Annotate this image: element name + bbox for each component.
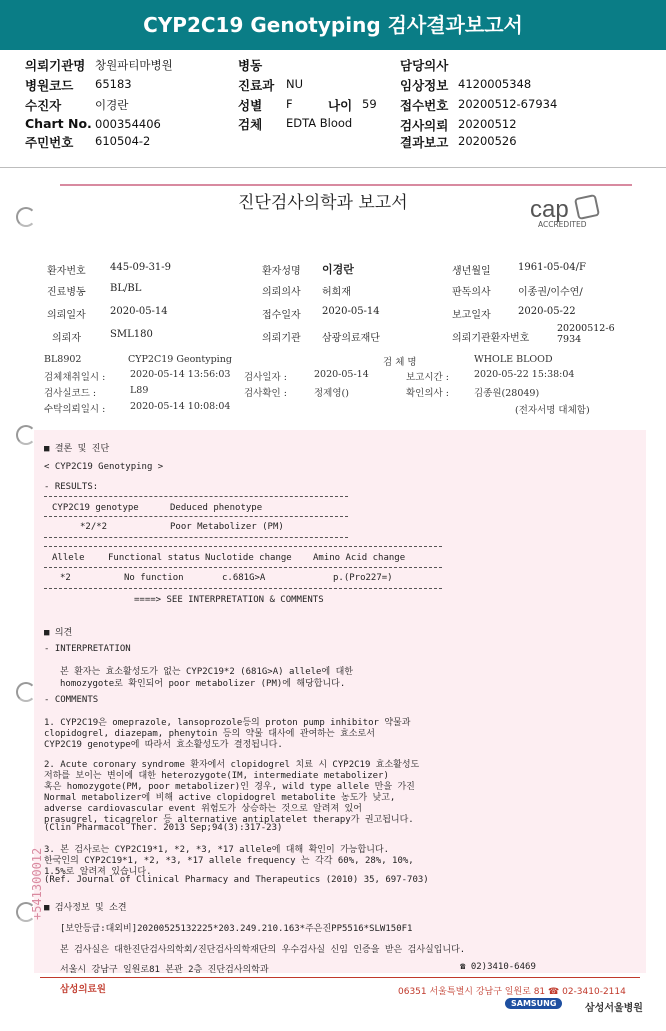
resident-no-value: 610504-2 <box>95 134 151 148</box>
result-section-title: ■ 결론 및 진단 <box>44 444 110 454</box>
confirm-value: 정제영() <box>314 388 349 399</box>
field-label: 진료병동 <box>47 287 86 298</box>
interpretation-line: 본 환자는 효소활성도가 없는 CYP2C19*2 (681G>A) allele에 대한 <box>60 667 353 677</box>
field-label: 의뢰자 <box>52 333 81 344</box>
footer-address: 06351 서울특별시 강남구 일원로 81 ☎ 02-3410-2114 <box>398 987 626 997</box>
lab-code-label: 검사실코드 : <box>44 388 97 399</box>
checkmark-icon <box>574 194 600 220</box>
field-value: 2020-05-14 <box>110 306 168 317</box>
field-value: 삼광의료재단 <box>322 333 380 344</box>
field-label: 생년월일 <box>452 266 491 277</box>
opinion-section-title: ■ 의견 <box>44 628 73 638</box>
table-header: Allele <box>52 553 85 563</box>
exam-info-section-title: ■ 검사정보 및 소견 <box>44 903 127 913</box>
phenotype-value: Poor Metabolizer (PM) <box>170 522 284 532</box>
field-value: SML180 <box>110 329 153 340</box>
genotyping-title: < CYP2C19 Genotyping > <box>44 462 164 472</box>
field-value: 445-09-31-9 <box>110 262 172 273</box>
comment-line: clopidogrel, diazepam, phenytoin 등의 약물 대사에 관여하는 효소로서 <box>44 729 375 739</box>
comment-line: 1.5%로 알려져 있습니다. <box>44 867 152 877</box>
sex-value: F <box>286 97 293 111</box>
hospital-code-label: 병원코드 <box>25 78 74 93</box>
nucleotide-value: c.681G>A <box>222 573 266 583</box>
department-label: 진료과 <box>238 78 275 93</box>
resident-no-label: 주민번호 <box>25 135 74 150</box>
comment-line: 2. Acute coronary syndrome 환자에서 clopidogrel 치료 시 CYP2C19 효소활성도 <box>44 760 420 770</box>
e-sign-note: (전자서명 대체함) <box>515 405 590 416</box>
functional-value: No function <box>124 573 184 583</box>
cap-logo <box>530 196 598 229</box>
clinical-info-value: 4120005348 <box>458 77 532 91</box>
comments-label: - COMMENTS <box>44 695 99 705</box>
confirm-label: 검사확인 : <box>244 388 287 399</box>
doctor-label: 담당의사 <box>400 58 449 73</box>
field-label: 의뢰일자 <box>47 310 86 321</box>
recv-time-value: 2020-05-14 10:08:04 <box>130 401 231 412</box>
report-top-rule <box>60 184 632 186</box>
confirm-doc-label: 확인의사 : <box>406 388 449 399</box>
report-title: 진단검사의학과 보고서 <box>238 193 408 213</box>
field-label: 의뢰기관환자번호 <box>452 333 530 344</box>
request-date-label: 검사의뢰 <box>400 118 449 133</box>
comment-line: 한국인의 CYP2C19*1, *2, *3, *17 allele frequency 는 각각 60%, 28%, 10%, <box>44 856 414 866</box>
amino-acid-value: p.(Pro227=) <box>333 573 393 583</box>
interpretation-label: - INTERPRETATION <box>44 644 131 654</box>
comment-line: adverse cardiovascular event 위험도가 상승하는 것으로 알려져 있어 <box>44 804 362 814</box>
side-code: +541300012 <box>30 847 44 920</box>
collect-value: 2020-05-14 13:56:03 <box>130 369 231 380</box>
lab-phone: ☎ 02)3410-6469 <box>460 962 536 972</box>
institution-label: 의뢰기관명 <box>25 58 86 73</box>
patient-value: 이경란 <box>95 98 129 112</box>
table-header: Deduced phenotype <box>170 503 263 513</box>
exam-date-value: 2020-05-14 <box>314 369 369 380</box>
report-time-value: 2020-05-22 15:38:04 <box>474 369 575 380</box>
field-value: 이경란 <box>322 263 354 276</box>
samsung-logo: SAMSUNG <box>505 998 562 1009</box>
age-value: 59 <box>362 97 377 111</box>
cap-text: cap <box>530 196 569 223</box>
report-date-value: 20200526 <box>458 134 517 148</box>
field-label: 환자성명 <box>262 266 301 277</box>
table-header: Nuclotide change <box>205 553 292 563</box>
table-rule <box>44 516 348 517</box>
field-label: 의뢰의사 <box>262 287 301 298</box>
ward-label: 병동 <box>238 58 263 73</box>
footer-rule <box>40 977 640 978</box>
report-time-label: 보고시간 : <box>406 372 449 383</box>
field-label: 접수일자 <box>262 310 301 321</box>
comment-line: (Clin Pharmacol Ther. 2013 Sep;94(3):317-23) <box>44 823 283 833</box>
report-date-label: 결과보고 <box>400 135 449 150</box>
specimen-label: 검 체 명 <box>383 357 417 368</box>
comment-line: 저하를 보이는 변이에 대한 heterozygote(IM, intermediate metabolizer) <box>44 771 389 781</box>
results-label: - RESULTS: <box>44 482 99 492</box>
allele-value: *2 <box>60 573 71 583</box>
specimen-value: EDTA Blood <box>286 116 353 130</box>
field-label: 의뢰기관 <box>262 333 301 344</box>
divider <box>0 167 666 168</box>
table-header: Functional status <box>108 553 201 563</box>
field-value: 허희재 <box>322 287 351 298</box>
chart-no-value: 000354406 <box>95 117 161 131</box>
comment-line: Normal metabolizer에 비해 active clopidogrel metabolite 농도가 낮고, <box>44 793 396 803</box>
table-rule <box>44 567 442 568</box>
comment-line: 3. 본 검사로는 CYP2C19*1, *2, *3, *17 allele에 대해 확인이 가능합니다. <box>44 845 390 855</box>
table-rule <box>44 496 348 497</box>
specimen-value: WHOLE BLOOD <box>474 354 553 365</box>
footer-hospital: 삼성서울병원 <box>585 1003 643 1014</box>
certification-line: 본 검사실은 대한진단검사의학회/진단검사의학재단의 우수검사실 신임 인증을 받은 검사실입니다. <box>60 945 466 955</box>
department-value: NU <box>286 77 304 91</box>
clinical-info-label: 임상정보 <box>400 78 449 93</box>
chart-no-label: Chart No. <box>25 116 92 131</box>
field-value: 2020-05-14 <box>322 306 380 317</box>
field-value: 20200512-67934 <box>557 323 615 345</box>
exam-date-label: 검사일자 : <box>244 372 287 383</box>
field-value: 이종권/이수연/ <box>518 287 583 298</box>
security-line: [보안등급:대외비]20200525132225*203.249.210.163*주은진PP5516*SLW150F1 <box>60 924 413 934</box>
comment-line: 1. CYP2C19은 omeprazole, lansoprozole등의 proton pump inhibitor 약물과 <box>44 718 411 728</box>
field-value: 1961-05-04/F <box>518 262 586 273</box>
lab-address: 서울시 강남구 일원로81 본관 2층 진단검사의학과 <box>60 965 269 975</box>
interpretation-line: homozygote로 확인되어 poor metabolizer (PM)에 해당합니다. <box>60 679 346 689</box>
punch-hole <box>16 425 36 445</box>
collect-label: 검체채취일시 : <box>44 372 106 383</box>
recv-time-label: 수탁의뢰일시 : <box>44 404 106 415</box>
exam-name: CYP2C19 Geontyping <box>128 354 232 365</box>
table-rule <box>44 588 442 589</box>
cap-subtext: ACCREDITED <box>538 220 587 229</box>
table-header: CYP2C19 genotype <box>52 503 139 513</box>
exam-code: BL8902 <box>44 354 82 365</box>
request-date-value: 20200512 <box>458 117 517 131</box>
see-interpretation: ====> SEE INTERPRETATION & COMMENTS <box>134 595 324 605</box>
footer-left: 삼성의료원 <box>60 984 106 995</box>
table-header: Amino Acid change <box>313 553 406 563</box>
age-label: 나이 <box>328 98 353 113</box>
field-label: 환자번호 <box>47 266 86 277</box>
genotype-value: *2/*2 <box>80 522 108 532</box>
field-value: BL/BL <box>110 283 142 294</box>
comment-line: 혹은 homozygote(PM, poor metabolizer)인 경우, wild type allele 만을 가진 <box>44 782 415 792</box>
table-rule <box>44 546 442 547</box>
receipt-no-value: 20200512-67934 <box>458 97 558 111</box>
lab-code-value: L89 <box>130 385 149 396</box>
patient-label: 수진자 <box>25 98 62 113</box>
institution-value: 창원파티마병원 <box>95 58 173 72</box>
specimen-label: 검체 <box>238 117 263 132</box>
field-label: 보고일자 <box>452 310 491 321</box>
punch-hole <box>16 682 36 702</box>
sex-label: 성별 <box>238 98 263 113</box>
comment-line: prasugrel, ticagrelor 등 alternative antiplatelet therapy가 권고됩니다. <box>44 815 414 825</box>
punch-hole <box>16 207 36 227</box>
confirm-doc-value: 김종원(28049) <box>474 388 540 399</box>
receipt-no-label: 접수번호 <box>400 98 449 113</box>
report-header: CYP2C19 Genotyping 검사결과보고서 <box>0 0 666 50</box>
table-rule <box>44 537 348 538</box>
comment-line: CYP2C19 genotype에 따라서 효소활성도가 결정됩니다. <box>44 740 283 750</box>
hospital-code-value: 65183 <box>95 77 132 91</box>
field-label: 판독의사 <box>452 287 491 298</box>
comment-line: (Ref. Journal of Clinical Pharmacy and Therapeutics (2010) 35, 697-703) <box>44 875 429 885</box>
field-value: 2020-05-22 <box>518 306 576 317</box>
